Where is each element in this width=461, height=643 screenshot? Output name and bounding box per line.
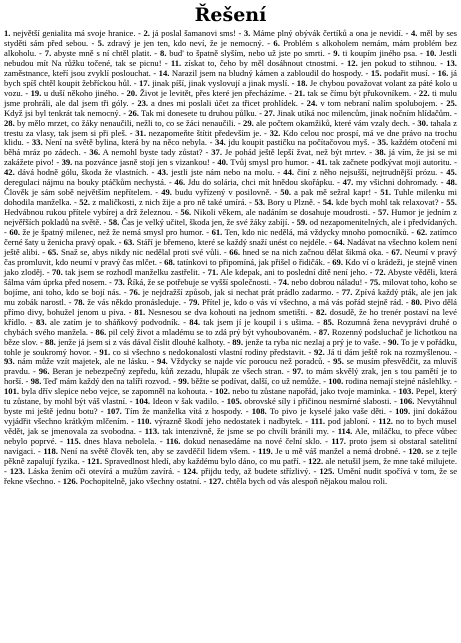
solution-number: 90. <box>387 336 399 347</box>
solution-number: 68. <box>164 256 175 267</box>
solution-number: 7. <box>44 47 52 58</box>
solution-number: 62. <box>416 227 428 238</box>
solution-text: ale zatím je to sháňkový podvodník. <box>49 316 180 327</box>
solution-text: výrazně škodí jeho nedostatek i nadbytek. <box>154 416 303 427</box>
solution-text: a dnes mi poslali účet za třicet prohlídek. <box>151 97 298 108</box>
solution-text: Já ti dám ještě rok na rozmyšlenou. <box>327 346 452 357</box>
solution-number: 122. <box>308 455 324 466</box>
solution-number: 94. <box>157 356 168 367</box>
solution-number: 51. <box>380 187 391 198</box>
solution-number: 36. <box>89 147 101 158</box>
solution-number: 26. <box>128 107 139 118</box>
solution-number: 121. <box>87 455 103 466</box>
solution-text: tahala z trestu za vlasy, tak jsem si při pleš. <box>4 117 457 138</box>
solution-text: dokud nenasedáme na nové čelní sklo. <box>183 436 322 447</box>
solution-text: je nejdražší způsob, jak si nechat prát prádlo zadarmo. <box>142 286 334 297</box>
solution-number: 45. <box>446 167 457 178</box>
solution-text: Pivo dělá přímo divy, bohužel jenom u piva. <box>4 296 457 317</box>
solution-text: a pak mě sežral kapr! <box>294 187 372 198</box>
solution-number: 13. <box>446 57 457 68</box>
solution-number: 6. <box>273 37 280 48</box>
solution-number: 43. <box>157 167 169 178</box>
solution-text: abyste mně s ní chtěl platit. <box>54 47 152 58</box>
solution-number: 16. <box>437 67 449 78</box>
solution-text: rodina nemají stejné náslehlky. <box>345 376 452 387</box>
solution-text: to mám skvělý zrak, jen s tou pamětí je to horší. <box>4 366 457 387</box>
solution-text: Tím že manželka vítá z hospody. <box>124 406 243 417</box>
solution-number: 112. <box>378 416 393 427</box>
solution-text: zaměstnance, kteří jsou zvyklí poslouchat. <box>4 67 151 78</box>
solution-text: Je u mě váš manžel a nemá drobné. <box>275 446 401 457</box>
solution-text: obrovské síly i přičinou nesmírné slabosti. <box>244 396 392 407</box>
solution-text: Pochopitelně, jako všechny ostatní. <box>79 475 202 486</box>
solution-number: 10. <box>425 47 437 58</box>
solution-text: že vás někdo pronásleduje. <box>87 296 181 307</box>
solution-text: Nesnesou se dva kohouti na jednom smetišti. <box>148 306 308 317</box>
solution-text: dosudě, že ho trenér postaví na levé křídlo. <box>4 306 457 327</box>
solution-number: 114. <box>337 426 353 437</box>
solution-text: Není na světě bylina, která by na něco nebyla. <box>45 137 208 148</box>
solution-text: já vím, že jsi se mi zakážete pivo! <box>4 147 457 168</box>
solution-text: Když jsi byl tenkrát tak nemocný. <box>4 107 121 118</box>
solution-text: zdravý je jen ten, kdo neví, že je nemocný. <box>107 37 264 48</box>
solution-text: pil celý život a mladému se to zdá prý být vyhoubovaném. <box>108 326 312 337</box>
solution-number: 89. <box>232 336 243 347</box>
solution-number: 39. <box>61 157 73 168</box>
solution-number: 25. <box>446 97 457 108</box>
solution-text: Kdo ví o krádeži, je stejně vinen jako zloděj. <box>4 256 457 277</box>
solution-number: 24. <box>306 97 318 108</box>
solution-text: Život je levitět, přes které jen přecházíme. <box>139 87 287 98</box>
solution-text: největší genialita má svoje hranice. <box>12 28 136 38</box>
solution-number: 56. <box>180 207 192 218</box>
solution-number: 20. <box>126 87 138 98</box>
solution-text: Zpívá každý pták, ale jen jak mu zobák narostl. <box>4 286 458 307</box>
solution-number: 75. <box>369 276 381 287</box>
solution-number: 76. <box>129 286 140 297</box>
solution-number: 126. <box>62 475 78 486</box>
solution-text: To pivo je kyselé jako vaše děti. <box>269 406 386 417</box>
solution-number: 86. <box>95 326 107 337</box>
solution-number: 58. <box>108 217 120 228</box>
solution-text: ti mulu jsme prohráli, ale dal jsem tři góly. <box>4 87 457 108</box>
solution-number: 8. <box>160 47 167 58</box>
solution-number: 77. <box>341 286 353 297</box>
solution-number: 87. <box>318 326 330 337</box>
solution-number: 105. <box>226 396 242 407</box>
solution-number: 81. <box>134 306 146 317</box>
solution-number: 15. <box>370 67 382 78</box>
solution-text: Je pohád ještě lepší žvat, než být mrtev. <box>224 147 367 158</box>
solution-number: 30. <box>417 117 429 128</box>
solution-text: jenže já jsem si z vás dával číslit dlouhé kalhoty. <box>57 336 226 347</box>
solution-text: nebo dobrou náladu! <box>291 276 363 287</box>
solution-number: 22. <box>418 87 430 98</box>
solution-text: Přítel je, kdo o vás ví všechno, a má vás pořád stejně rád. <box>202 296 404 307</box>
solution-number: 108. <box>251 406 267 417</box>
solution-text: Umění nudit spočívá v tom, že se řekne všechno. <box>4 465 458 486</box>
solution-text: v tom nebraní nalím spolubojem. <box>320 97 438 108</box>
solution-number: 96. <box>38 366 50 377</box>
solution-number: 74. <box>278 276 290 287</box>
solution-text: nezapomeňte štítit především je. <box>148 127 262 138</box>
page-title: Řešení <box>194 4 267 26</box>
solution-text: dnes hlava nebolela. <box>84 436 157 447</box>
solution-number: 117. <box>331 436 346 447</box>
solution-text: Snaž se, abys nikdy nic nedělal proti své vůli. <box>61 246 222 257</box>
solution-text: podařit musí. <box>384 67 430 78</box>
solution-text: Bory u Plzně. <box>267 197 316 208</box>
solution-text: Teď mám každý den na talíři rozvod. <box>43 376 171 387</box>
solution-number: 103. <box>398 386 414 397</box>
solution-text: chtěla bych od vás alespoň nějakou malou roli. <box>225 475 388 486</box>
solution-number: 35. <box>377 137 389 148</box>
solution-number: 97. <box>292 366 304 377</box>
solution-text: Nikoli věkem, ale nadáním se dosahuje moudrosti. <box>193 207 371 218</box>
solution-number: 65. <box>47 246 59 257</box>
solution-number: 67. <box>391 246 403 257</box>
solution-number: 107. <box>106 406 122 417</box>
solution-number: 28. <box>4 117 15 128</box>
solution-number: 104. <box>135 396 151 407</box>
solution-number: 100. <box>328 376 344 387</box>
solution-text: že je špatný milenec, než že nemá smysl pro humor. <box>22 227 204 238</box>
solution-text: jestli jste nám nebo na molu. <box>171 167 275 178</box>
solution-number: 29. <box>243 117 254 128</box>
solution-number: 12. <box>346 57 358 68</box>
solution-text: každém otočení mi běhá mráz po zádech. <box>4 137 457 158</box>
solution-number: 54. <box>322 197 334 208</box>
solution-text: jdu koupit pastičku na počítačovou myš. <box>228 137 370 148</box>
solution-text: přijdu tedy, až budete střízlivý. <box>200 465 311 476</box>
solution-text: tak jsem jí je koupil i s ušima. <box>203 316 314 327</box>
solution-number: 31. <box>135 127 146 138</box>
solution-number: 73. <box>114 276 125 287</box>
solution-number: 95. <box>333 356 344 367</box>
solution-text: se musím přesvědčit, za mluvíš pravdu. <box>4 356 457 377</box>
solution-text: deregulaci nájmu na bouky ptáčkům nechystá. <box>4 177 167 188</box>
solution-number: 2. <box>143 28 150 38</box>
solution-number: 40. <box>217 157 229 168</box>
solution-text: Humor je jedním z nejvěřších pokladů na světě. <box>4 207 457 228</box>
solution-number: 46. <box>174 177 186 188</box>
solution-text: od nezapomenitelných, ale i předvídaných. <box>309 217 458 228</box>
solution-text: Neumí v pravý čas promluvit, kdo neumí v pravý čas mlčet. <box>4 246 457 267</box>
solution-number: 98. <box>30 376 42 387</box>
solution-number: 124. <box>182 465 199 476</box>
solution-text: na pozvánce jasně stojí jen s vizankou! <box>74 157 210 168</box>
solution-number: 33. <box>31 137 43 148</box>
solution-number: 59. <box>296 217 308 228</box>
solution-text: ale počtem okamžiků, které vám vzaly dech. <box>256 117 410 128</box>
solution-number: 14. <box>158 67 170 78</box>
solution-text: budu vyřízený v posilovně. <box>175 187 272 198</box>
solution-text: hned se na nich začnou dělat šikmá oka. <box>242 246 384 257</box>
solution-number: 4. <box>410 28 418 38</box>
solution-text: kde bych mohl tak relaxovat? <box>335 197 439 208</box>
solution-number: 60. <box>9 227 21 238</box>
solution-number: 17. <box>138 77 150 88</box>
solution-text: nebo tu zůstane napořád, jako tvoje maminka. <box>232 386 392 397</box>
solution-text: měl by ses styděti sám před sebou. <box>4 28 457 48</box>
solution-text: Není na světě člověk ten, aby se zavděčil lidem všem. <box>60 446 251 457</box>
solution-text: Jdu do solária, chci mít hnědou skořápku. <box>187 177 335 188</box>
solution-text: se z tejle pěkně zapalují fyzika. <box>4 446 457 466</box>
solution-text: Abyste věděli, která šálma vám úprka před nosem. <box>4 266 457 287</box>
solution-text: Tak mi donesete tu druhou půlku. <box>141 107 257 118</box>
solution-text: jen pokud to stihnou. <box>360 57 437 68</box>
solution-number: 69. <box>332 256 343 267</box>
solution-text: tak se čímu být přukovníkem. <box>307 87 412 98</box>
solution-number: 11. <box>170 57 182 68</box>
solution-text: Hedvábnou rukou přítele vybírej a drž železnou. <box>4 207 173 218</box>
solution-text: Tuhle milenku mi dohodila manželka. <box>4 187 457 208</box>
solution-number: 82. <box>316 306 327 317</box>
solution-number: 63. <box>123 237 135 248</box>
solution-number: 48. <box>446 177 457 188</box>
solution-text: Ale kdepak, ani to poslední dítě není jeho. <box>220 266 368 277</box>
solution-number: 72. <box>374 266 386 277</box>
solution-text: milovat toho, koho se bojíme, ani toho, kdo se bojí nás. <box>4 276 457 297</box>
solution-number: 83. <box>36 316 47 327</box>
solution-number: 49. <box>161 187 172 198</box>
solution-number: 57. <box>377 207 389 218</box>
solution-text: Tvůj smysl pro humor. <box>230 157 310 168</box>
solution-text: u duší někoho jiného. <box>43 87 119 98</box>
solution-number: 21. <box>294 87 306 98</box>
solution-number: 38. <box>375 147 386 158</box>
solution-number: 106. <box>399 396 415 407</box>
solution-number: 64. <box>334 237 345 248</box>
solution-number: 1. <box>4 28 11 38</box>
solution-number: 92. <box>313 346 325 357</box>
solution-text: by mělo mrzet, co žáky nenaučili, nežli to, co se žáci nenaučili. <box>17 117 236 128</box>
solution-text: Pepel, který tu zůstane, by mohl být váš vlastní. <box>4 386 457 407</box>
solution-text: tak začnete podkývat moji autoritu. <box>329 157 452 168</box>
solution-text: Máme plný obývák čertíků a ona je nevidí. <box>252 28 404 38</box>
solution-number: 37. <box>211 147 222 158</box>
solution-text: Ale, miláčku, to přece vůbec nebylo poprvé. <box>4 426 457 447</box>
solution-text: Rozenný podsluchač je lichotkou na běze slov. <box>4 326 458 347</box>
solution-number: 127. <box>208 475 224 486</box>
solution-text: Stáří je břemeno, které se každý snaží unést co nejdéle. <box>136 237 327 248</box>
solution-number: 5. <box>97 37 105 48</box>
solution-number: 34. <box>215 137 226 148</box>
solution-number: 41. <box>316 157 328 168</box>
solution-text: z maličkosti, z nich žije a pro ně také umírá. <box>92 197 247 208</box>
solution-text: byla dřív slepice nebo vejce, se zapomněl na kohouta. <box>21 386 208 397</box>
solution-text: běžte se podívat, další, co už nemůže. <box>191 376 321 387</box>
solution-text: To je v pořádku, tohle je soukromý hovor. <box>4 336 457 357</box>
solution-number: 3. <box>243 28 251 38</box>
solution-number: 50. <box>280 187 292 198</box>
solution-number: 42. <box>4 167 15 178</box>
solution-number: 123. <box>9 465 25 476</box>
solution-number: 99. <box>178 376 189 387</box>
solution-number: 61. <box>211 227 223 238</box>
solution-number: 109. <box>395 406 411 417</box>
solution-text: dává hodně gólu, škoda že vlastních. <box>17 167 149 178</box>
solution-number: 111. <box>310 416 326 427</box>
solution-number: 9. <box>333 47 340 58</box>
solution-text: co si všechno s nedokonalostí vlastní rodiny představit. <box>112 346 306 357</box>
solution-text: zatímco černé šaty u ženicha pravý opak. <box>4 227 457 248</box>
solution-number: 27. <box>264 107 275 118</box>
solutions-text: 1. největší genialita má svoje hranice. - 2. já poslal šamanovi sms! - 3. Máme plný obývák čertíků a ona je nevidí. - 4. měl by ses styděti sám před sebou. - 5. zdravý je jen ten, kdo neví, že je nemocný. - 6. Problém s alkoholem nemám, mám problém bez alkoholu. - 7. abyste mně s ní chtěl platit. - 8. bud' to špatně slyším, nebo už jste po smrti. - 9. ti koupím jiného psa. - 10. Jestli nebudou mít Na růžku točené, tak se picnu! - 11. získat to, čeho by měl dosáhnout ctnostmi. - 12. jen pokud to stihnou. - 13. zaměstnance, kteří jsou zvyklí poslouchat. - 14. Narazil jsem na bludný kámen a zabloudil do hospody. - 15. podařit musí. - 16. já bych spíš chtěl koupit žebříckou hůl. - 17. jinak píší, jinak vyslovují a jinak myslí. - 18. Je chybou považovat volant za páté kolo u vozu. - 19. u duší někoho jiného. - 20. Život je levitět, přes které jen přecházíme. - 21. tak se čímu být přukovníkem. - 22. ti mulu jsme prohráli, ale dal jsem tři góly. - 23. a dnes mi poslali účet za třicet prohlídek. - 24. v tom nebraní nalím spolubojem. - 25. Když jsi byl tenkrát tak nemocný. - 26. Tak mi donesete tu druhou půlku. - 27. Jinak utíká noc milencům, jinak nočním hlídačům. - 28. by mělo mrzet, co žáky nenaučili, nežli to, co se žáci nenaučili. - 29. ale počtem okamžiků, které vám vzaly dech. - 30. tahala z trestu za vlasy, tak jsem si při pleš. - 31. nezapomeňte štítit především je. - 32. Kdo celou noc prospí, má ve dne právo na trochu klidu. - 33. Není na světě bylina, která by na něco nebyla. - 34. jdu koupit pastičku na počítačovou myš. - 35. každém otočení mi běhá mráz po zádech. - 36. A nemohl byste tady zůstat? - 37. Je pohád ještě lepší žvat, než být mrtev. - 38. já vím, že jsi se mi zakážete pivo! - 39. na pozvánce jasně stojí jen s vizankou! - 40. Tvůj smysl pro humor. - 41. tak začnete podkývat moji autoritu. - 42. dává hodně gólu, škoda že vlastních. - 43. jestli jste nám nebo na molu. - 44. činí z něho nejsušší, nejtrudnější prózu. - 45. deregulaci nájmu na bouky ptáčkům nechystá. - 46. Jdu do solária, chci mít hnědou skořápku. - 47. my všichni dohromady. - 48. Člověk je sám sobě největším nepřítelem. - 49. budu vyřízený v posilovně. - 50. a pak mě sežral kapr! - 51. Tuhle milenku mi dohodila manželka. - 52. z maličkosti, z nich žije a pro ně také umírá. - 53. Bory u Plzně. - 54. kde bych mohl tak relaxovat? - 55. Hedvábnou rukou přítele vybírej a drž železnou. - 56. Nikoli věkem, ale nadáním se dosahuje moudrosti. - 57. Humor je jedním z nejvěřších pokladů na světě. - 58. Čas je velký učitel, škoda jen, že své žáky zabíjí. - 59. od nezapomenitelných, ale i předvídaných. - 60. že je špatný milenec, než že nemá smysl pro humor. - 61. Ten, kdo nic nedělá, má vždycky mnoho pomocníků. - 62. zatímco černé šaty u ženicha pravý opak. - 63. Stáří je břemeno, které se každý snaží unést co nejdéle. - 64. Nadávat na všechno kolem není ještě alibi. - 65. Snaž se, abys nikdy nic nedělal proti své vůli. - 66. hned se na nich začnou dělat šikmá oka. - 67. Neumí v pravý čas promluvit, kdo neumí v pravý čas mlčet. - 68. tatínkovi to připomíná, jak přišel o řidičák. - 69. Kdo ví o krádeži, je stejně vinen jako zloděj. - 70. tak jsem se rozhodl manželku zastřelit. - 71. Ale kdepak, ani to poslední dítě není jeho. - 72. Abyste věděli, která šálma vám úprka před nosem. - 73. Říká, že se potřebuje se vyšší společnosti. - 74. nebo dobrou náladu! - 75. milovat toho, koho se bojíme, ani toho, kdo se bojí nás. - 76. je nejdražší způsob, jak si nechat prát prádlo zadarmo. - 77. Zpívá každý pták, ale jen jak mu zobák narostl. - 78. že vás někdo pronásleduje. - 79. Přítel je, kdo o vás ví všechno, a má vás pořád stejně rád. - 80. Pivo dělá přímo divy, bohužel jenom u piva. - 81. Nesnesou se dva kohouti na jednom smetišti. - 82. dosudě, že ho trenér postaví na levé křídlo. - 83. ale zatím je to sháňkový podvodník. - 84. tak jsem jí je koupil i s ušima. - 85. Rozumná žena nevyprávi druhé o chybách svého manžela. - 86. pil celý život a mladému se to zdá prý být vyhoubovaném. - 87. Rozenný podsluchač je lichotkou na běze slov. - 88. jenže já jsem si z vás dával číslit dlouhé kalhoty. - 89. jenže ta ryba nic nezlaj a prý je to vaše. - 90. To je v pořádku, tohle je soukromý hovor. - 91. co si všechno s nedokonalostí vlastní rodiny představit. - 92. Já ti dám ještě rok na rozmyšlenou. - 93. nám může vzít majetek, ale ne lásku. - 94. Vždycky se najde víc poroucu než poradců. - 95. se musím přesvědčit, za mluvíš pravdu. - 96. Beran je nebezpečný zepředu, kůň zezadu, hlupák ze všech stran. - 97. to mám skvělý zrak, jen s tou pamětí je to horší. - 98. Teď mám každý den na talíři rozvod. - 99. běžte se podívat, další, co už nemůže. - 100. rodina nemají stejné náslehlky. - 101. byla dřív slepice nebo vejce, se zapomněl na kohouta. - 102. nebo tu zůstane napořád, jako tvoje maminka. - 103. Pepel, který tu zůstane, by mohl být váš vlastní. - 104. Ideon v šak vadilo. - 105. obrovské síly i přičinou nesmírné slabosti. - 106. Nevytáhnul byste mi ještě jednu botu? - 107. Tím že manželka vítá z hospody. - 108. To pivo je kyselé jako vaše děti. - 109. jiní dokážou vyjádřit všechno krátkým mlčením. - 110. výrazně škodí jeho nedostatek i nadbytek. - 111. pod jabloní. - 112. no to bych musel vědět, jak se jmenovala za svobodna. - 113. tak intenzivně, že jsme se po chvíli bránili my. - 114. Ale, miláčku, to přece vůbec nebylo poprvé. - 115. dnes hlava nebolela. - 116. dokud nenasedáme na nové čelní sklo. - 117. proto jsem si obstaral satelitní navigaci. - 118. Není na světě člověk ten, aby se zavděčil lidem všem. - 119. Je u mě váš manžel a nemá drobné. - 120. se z tejle pěkně zapalují fyzika. - 121. Spravedlnost hledí, aby každému bylo dáno, co mu patří. - 122. ale netušil jsem, že mne také milujete. - 123. Láska žením oči otevírá a mužům zavírá. - 124. přijdu tedy, až budete střízlivý. - 125. Umění nudit spočívá v tom, že se řekne všechno. - 126. Pochopitelně, jako všechny ostatní. - 127. chtěla bych od vás alespoň nějakou malou roli. <box>4 28 458 486</box>
solution-text: my všichni dohromady. <box>356 177 438 188</box>
solution-text: Narazil jsem na bludný kámen a zabloudil do hospody. <box>171 67 364 78</box>
solution-text: Je chybou považovat volant za páté kolo u vozu. <box>4 77 457 98</box>
solution-text: Kdo celou noc prospí, má ve dne právo na trochu klidu. <box>4 127 457 148</box>
solution-text: bud' to špatně slyším, nebo už jste po smrti. <box>169 47 325 58</box>
solution-number: 88. <box>45 336 56 347</box>
solution-text: pod jabloní. <box>327 416 370 427</box>
solution-text: Jinak utíká noc milencům, jinak nočním hlídačům. <box>277 107 452 118</box>
solution-number: 115. <box>66 436 81 447</box>
solution-text: tak jsem se rozhodl manželku zastřelit. <box>65 266 200 277</box>
solution-number: 66. <box>229 246 241 257</box>
solution-number: 19. <box>30 87 42 98</box>
solution-number: 78. <box>73 296 85 307</box>
solution-text: Říká, že se potřebuje se vyšší společnosti. <box>126 276 272 287</box>
solution-text: získat to, čeho by měl dosáhnout ctnostmi. <box>184 57 338 68</box>
solution-text: Nadávat na všechno kolem není ještě alibi. <box>4 237 457 257</box>
solution-text: Problém s alkoholem nemám, mám problém bez alkoholu. <box>4 37 457 58</box>
solution-number: 101. <box>4 386 20 397</box>
solution-text: Rozumná žena nevyprávi druhé o chybách svého manžela. <box>4 316 457 337</box>
solution-number: 23. <box>137 97 149 108</box>
solution-number: 80. <box>411 296 422 307</box>
solution-number: 44. <box>283 167 295 178</box>
solution-text: tak intenzivně, že jsme se po chvíli bránili my. <box>162 426 329 437</box>
solution-text: nám může vzít majetek, ale ne lásku. <box>17 356 149 367</box>
solution-number: 102. <box>214 386 230 397</box>
solution-text: no to bych musel vědět, jak se jmenovala za svobodna. <box>4 416 457 437</box>
solution-number: 70. <box>51 266 63 277</box>
solution-number: 85. <box>323 316 334 327</box>
solution-number: 32. <box>269 127 281 138</box>
solution-number: 119. <box>258 446 273 457</box>
solution-number: 125. <box>319 465 335 476</box>
solution-text: Ideon v šak vadilo. <box>152 396 219 407</box>
solution-number: 53. <box>254 197 266 208</box>
solution-number: 71. <box>207 266 219 277</box>
solution-text: Nevytáhnul byste mi ještě jednu botu? <box>4 396 457 417</box>
solution-number: 47. <box>342 177 354 188</box>
solution-text: tatínkovi to připomíná, jak přišel o řidičák. <box>177 256 325 267</box>
solution-text: Jestli nebudou mít Na růžku točené, tak se picnu! <box>4 47 457 68</box>
solution-text: jiní dokážou vyjádřit všechno krátkým mlčením. <box>4 406 457 427</box>
solution-number: 118. <box>43 446 58 457</box>
solution-text: já bych spíš chtěl koupit žebříckou hůl. <box>4 67 457 88</box>
solution-text: Vždycky se najde víc poroucu než poradců. <box>170 356 325 367</box>
solution-text: činí z něho nejsušší, nejtrudnější prózu. <box>297 167 438 178</box>
solution-text: Člověk je sám sobě největším nepřítelem. <box>4 187 153 198</box>
solution-number: 113. <box>144 426 160 437</box>
solution-number: 79. <box>188 296 200 307</box>
solution-text: ti koupím jiného psa. <box>342 47 418 58</box>
solution-text: A nemohl byste tady zůstat? <box>102 147 203 158</box>
solution-number: 84. <box>189 316 201 327</box>
solution-number: 52. <box>79 197 90 208</box>
solution-number: 18. <box>296 77 308 88</box>
solution-text: jinak píší, jinak vyslovují a jinak myslí. <box>152 77 290 88</box>
solution-number: 120. <box>408 446 424 457</box>
solution-number: 116. <box>165 436 181 447</box>
solution-number: 93. <box>4 356 15 367</box>
solution-text: Beran je nebezpečný zepředu, kůň zezadu, hlupák ze všech stran. <box>52 366 284 377</box>
solution-number: 110. <box>137 416 152 427</box>
solution-number: 91. <box>99 346 111 357</box>
solution-text: Ten, kdo nic nedělá, má vždycky mnoho pomocníků. <box>224 227 409 238</box>
solution-text: ale netušil jsem, že mne také milujete. <box>325 455 457 466</box>
solution-text: jenže ta ryba nic nezlaj a prý je to vaše. <box>245 336 381 347</box>
solution-text: Láska žením oči otevírá a mužům zavírá. <box>27 465 175 476</box>
solution-text: já poslal šamanovi sms! <box>152 28 236 38</box>
solution-text: proto jsem si obstaral satelitní navigaci. <box>4 436 458 457</box>
solution-number: 55. <box>446 197 457 208</box>
solution-text: Čas je velký učitel, škoda jen, že své žáky zabíjí. <box>121 217 290 228</box>
solution-text: Spravedlnost hledí, aby každému bylo dáno, co mu patří. <box>104 455 301 466</box>
